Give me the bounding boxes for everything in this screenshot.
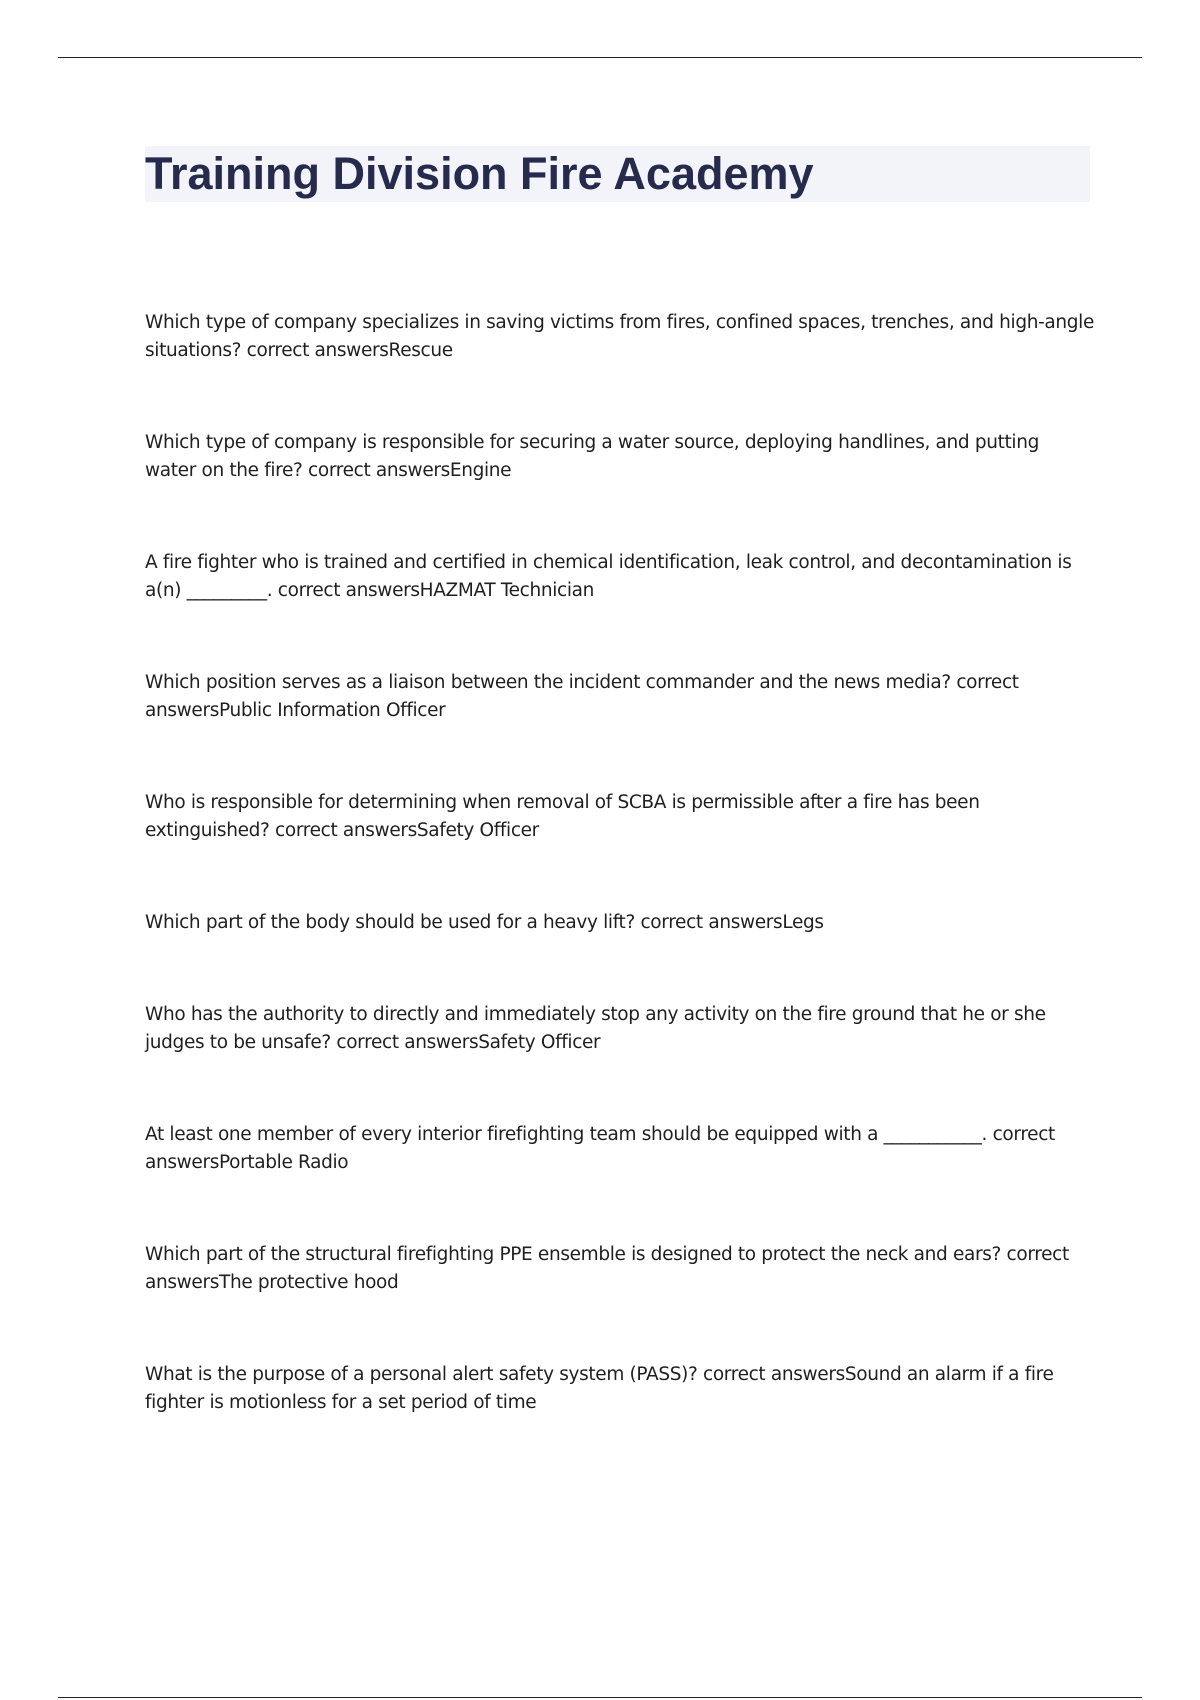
answer-text: correct answersSafety Officer [336, 1032, 601, 1053]
question-text: What is the purpose of a personal alert safety system (PASS)? [145, 1363, 698, 1385]
answer-text: correct answersHAZMAT Technician [277, 580, 594, 601]
answer-text: correct answersLegs [640, 911, 824, 933]
answer-text: correct answersSound an alarm if a fire fighter is motionless for a set period of time [145, 1363, 1054, 1413]
qa-item [145, 309, 1095, 366]
question-text: Which part of the body should be used for a heavy lift? [145, 911, 635, 933]
top-rule [58, 57, 1142, 58]
answer-text: correct answersPortable Radio [145, 1123, 1055, 1173]
qa-item [145, 1241, 1095, 1298]
qa-item [145, 1001, 1095, 1058]
answer-text: correct answersRescue [246, 340, 453, 361]
qa-item [145, 909, 1095, 938]
question-text: Which part of the structural firefighting PPE ensemble is designed to protect the neck and ears? [145, 1243, 1001, 1265]
qa-item [145, 549, 1095, 606]
qa-item [145, 669, 1095, 726]
answer-text: correct answersSafety Officer [275, 820, 539, 841]
question-text: Who has the authority to directly and immediately stop any activity on the fire ground that he or she judges to be unsafe? [145, 1003, 1046, 1053]
question-text: A fire fighter who is trained and certified in chemical identification, leak control, and decontamination is a(n) _________. [145, 551, 1072, 601]
document-title: Training Division Fire Academy [145, 148, 814, 199]
bottom-rule [58, 1697, 1142, 1698]
question-text: Which position serves as a liaison between the incident commander and the news media? [145, 671, 951, 693]
answer-text: correct answersEngine [308, 460, 512, 481]
answer-text: correct answersThe protective hood [145, 1243, 1069, 1293]
question-text: At least one member of every interior firefighting team should be equipped with a ___________. [145, 1123, 988, 1145]
qa-item [145, 1121, 1095, 1178]
answer-text: correct answersPublic Information Officer [145, 671, 1019, 721]
qa-item [145, 1361, 1095, 1418]
question-text: Which type of company is responsible for securing a water source, deploying handlines, and putting water on the fire? [145, 431, 1039, 481]
question-text: Who is responsible for determining when removal of SCBA is permissible after a fire has been extinguished? [145, 791, 980, 841]
question-text: Which type of company specializes in saving victims from fires, confined spaces, trenches, and high-angle situations? [145, 311, 1094, 361]
qa-item [145, 429, 1095, 486]
qa-item [145, 789, 1095, 846]
